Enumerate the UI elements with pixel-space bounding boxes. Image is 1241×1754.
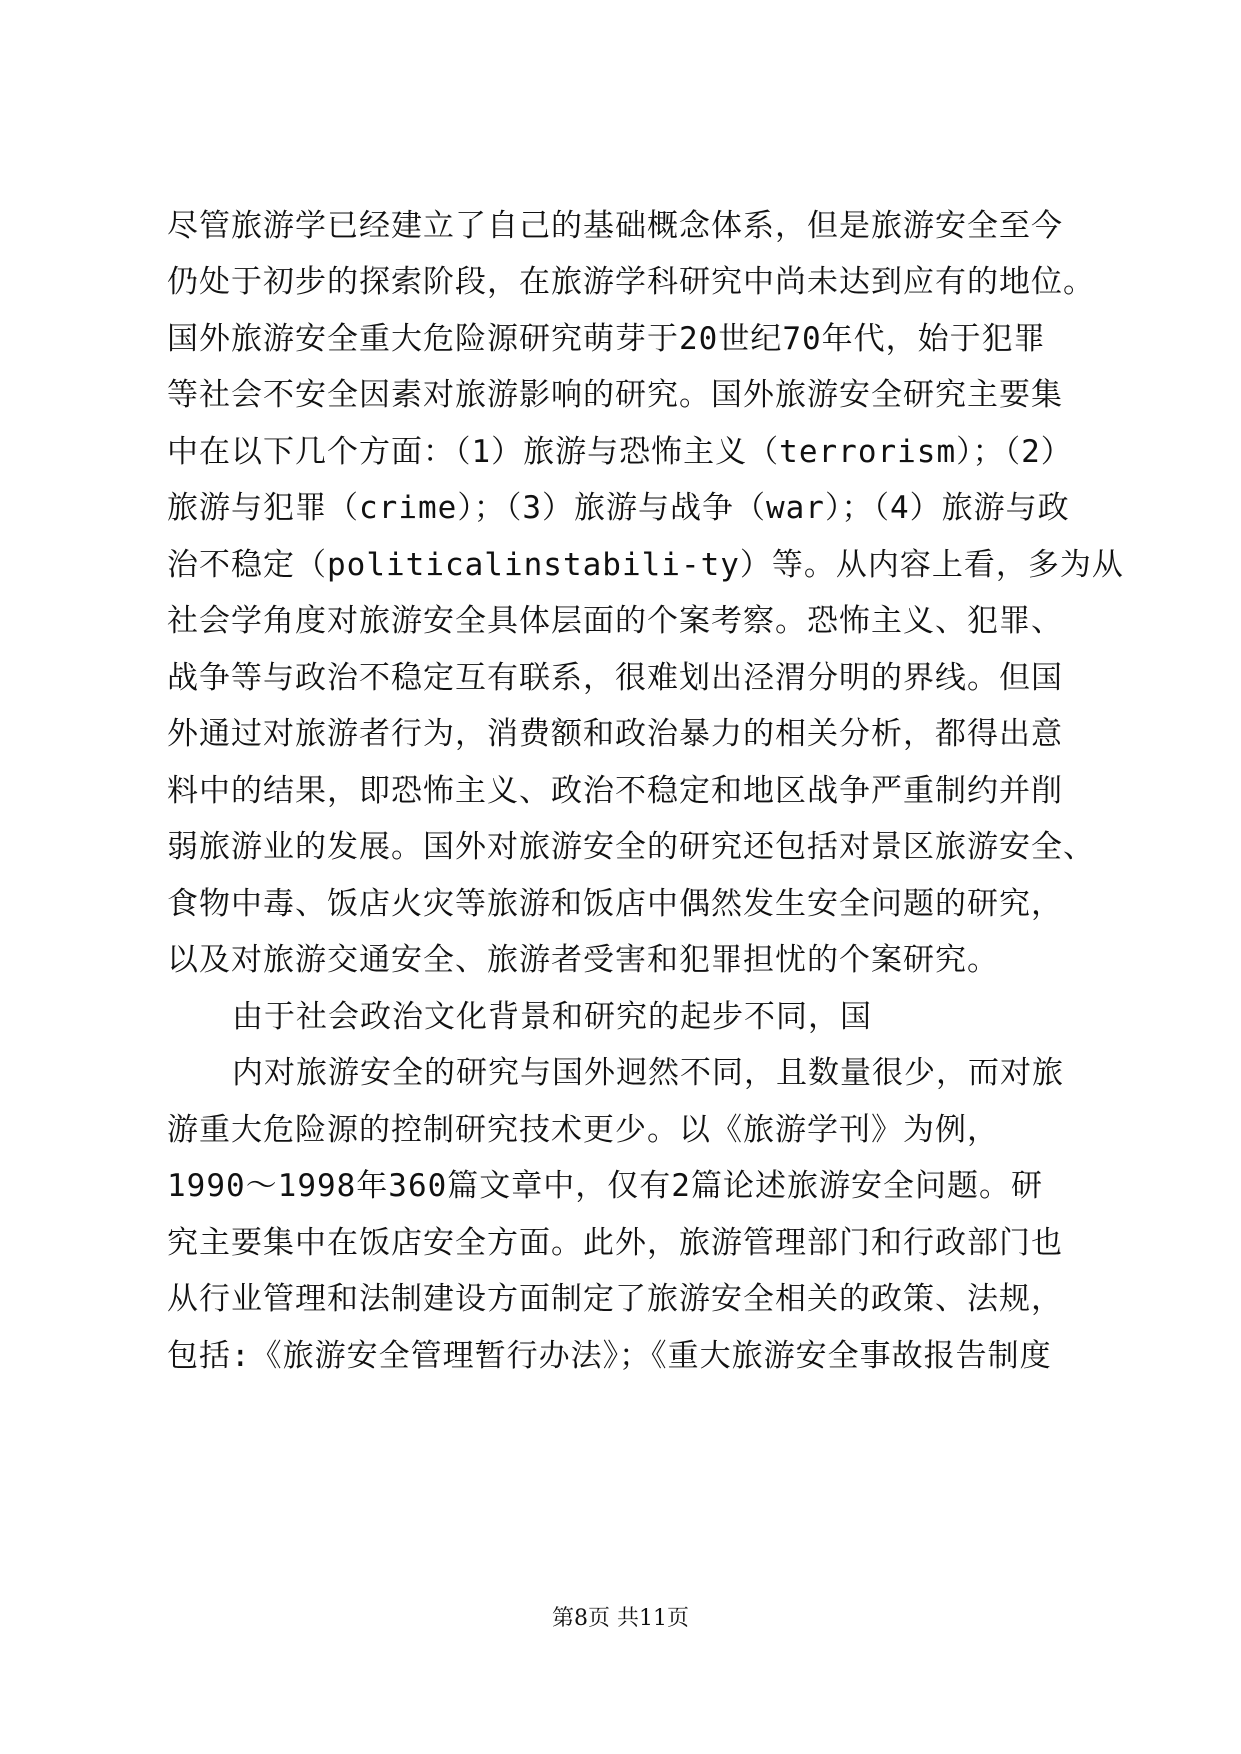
text-line-1: 尽管旅游学已经建立了自己的基础概念体系，但是旅游安全至今 (167, 208, 1063, 244)
text-line-12: 弱旅游业的发展。国外对旅游安全的研究还包括对景区旅游安全、 (167, 829, 1095, 865)
text-line-3: 国外旅游安全重大危险源研究萌芽于20世纪70年代，始于犯罪 (167, 321, 1046, 357)
text-line-4: 等社会不安全因素对旅游影响的研究。国外旅游安全研究主要集 (167, 377, 1063, 413)
text-line-21: 包括:《旅游安全管理暂行办法》；《重大旅游安全事故报告制度 (167, 1338, 1052, 1374)
text-line-20: 从行业管理和法制建设方面制定了旅游安全相关的政策、法规， (167, 1281, 1063, 1317)
text-line-15: 由于社会政治文化背景和研究的起步不同，国 (232, 999, 872, 1035)
text-line-18: 1990～1998年360篇文章中，仅有2篇论述旅游安全问题。研 (167, 1168, 1043, 1204)
text-line-9: 战争等与政治不稳定互有联系，很难划出泾渭分明的界线。但国 (167, 660, 1063, 696)
text-line-14: 以及对旅游交通安全、旅游者受害和犯罪担忧的个案研究。 (167, 942, 999, 978)
page-number: 第8页 共11页 (552, 1606, 689, 1631)
text-line-11: 料中的结果，即恐怖主义、政治不稳定和地区战争严重制约并削 (167, 773, 1063, 809)
text-line-7: 治不稳定（politicalinstabili-ty）等。从内容上看，多为从 (167, 547, 1124, 583)
text-line-5: 中在以下几个方面：（1）旅游与恐怖主义（terrorism）；（2） (167, 434, 1073, 470)
text-line-19: 究主要集中在饭店安全方面。此外，旅游管理部门和行政部门也 (167, 1225, 1063, 1261)
text-line-16: 内对旅游安全的研究与国外迥然不同，且数量很少，而对旅 (232, 1055, 1064, 1091)
text-line-6: 旅游与犯罪（crime）；（3）旅游与战争（war）；（4）旅游与政 (167, 490, 1070, 526)
text-line-10: 外通过对旅游者行为，消费额和政治暴力的相关分析，都得出意 (167, 716, 1063, 752)
text-line-2: 仍处于初步的探索阶段，在旅游学科研究中尚未达到应有的地位。 (167, 264, 1095, 300)
text-line-17: 游重大危险源的控制研究技术更少。以《旅游学刊》为例， (167, 1112, 999, 1148)
text-line-13: 食物中毒、饭店火灾等旅游和饭店中偶然发生安全问题的研究， (167, 886, 1063, 922)
text-line-8: 社会学角度对旅游安全具体层面的个案考察。恐怖主义、犯罪、 (167, 603, 1063, 639)
